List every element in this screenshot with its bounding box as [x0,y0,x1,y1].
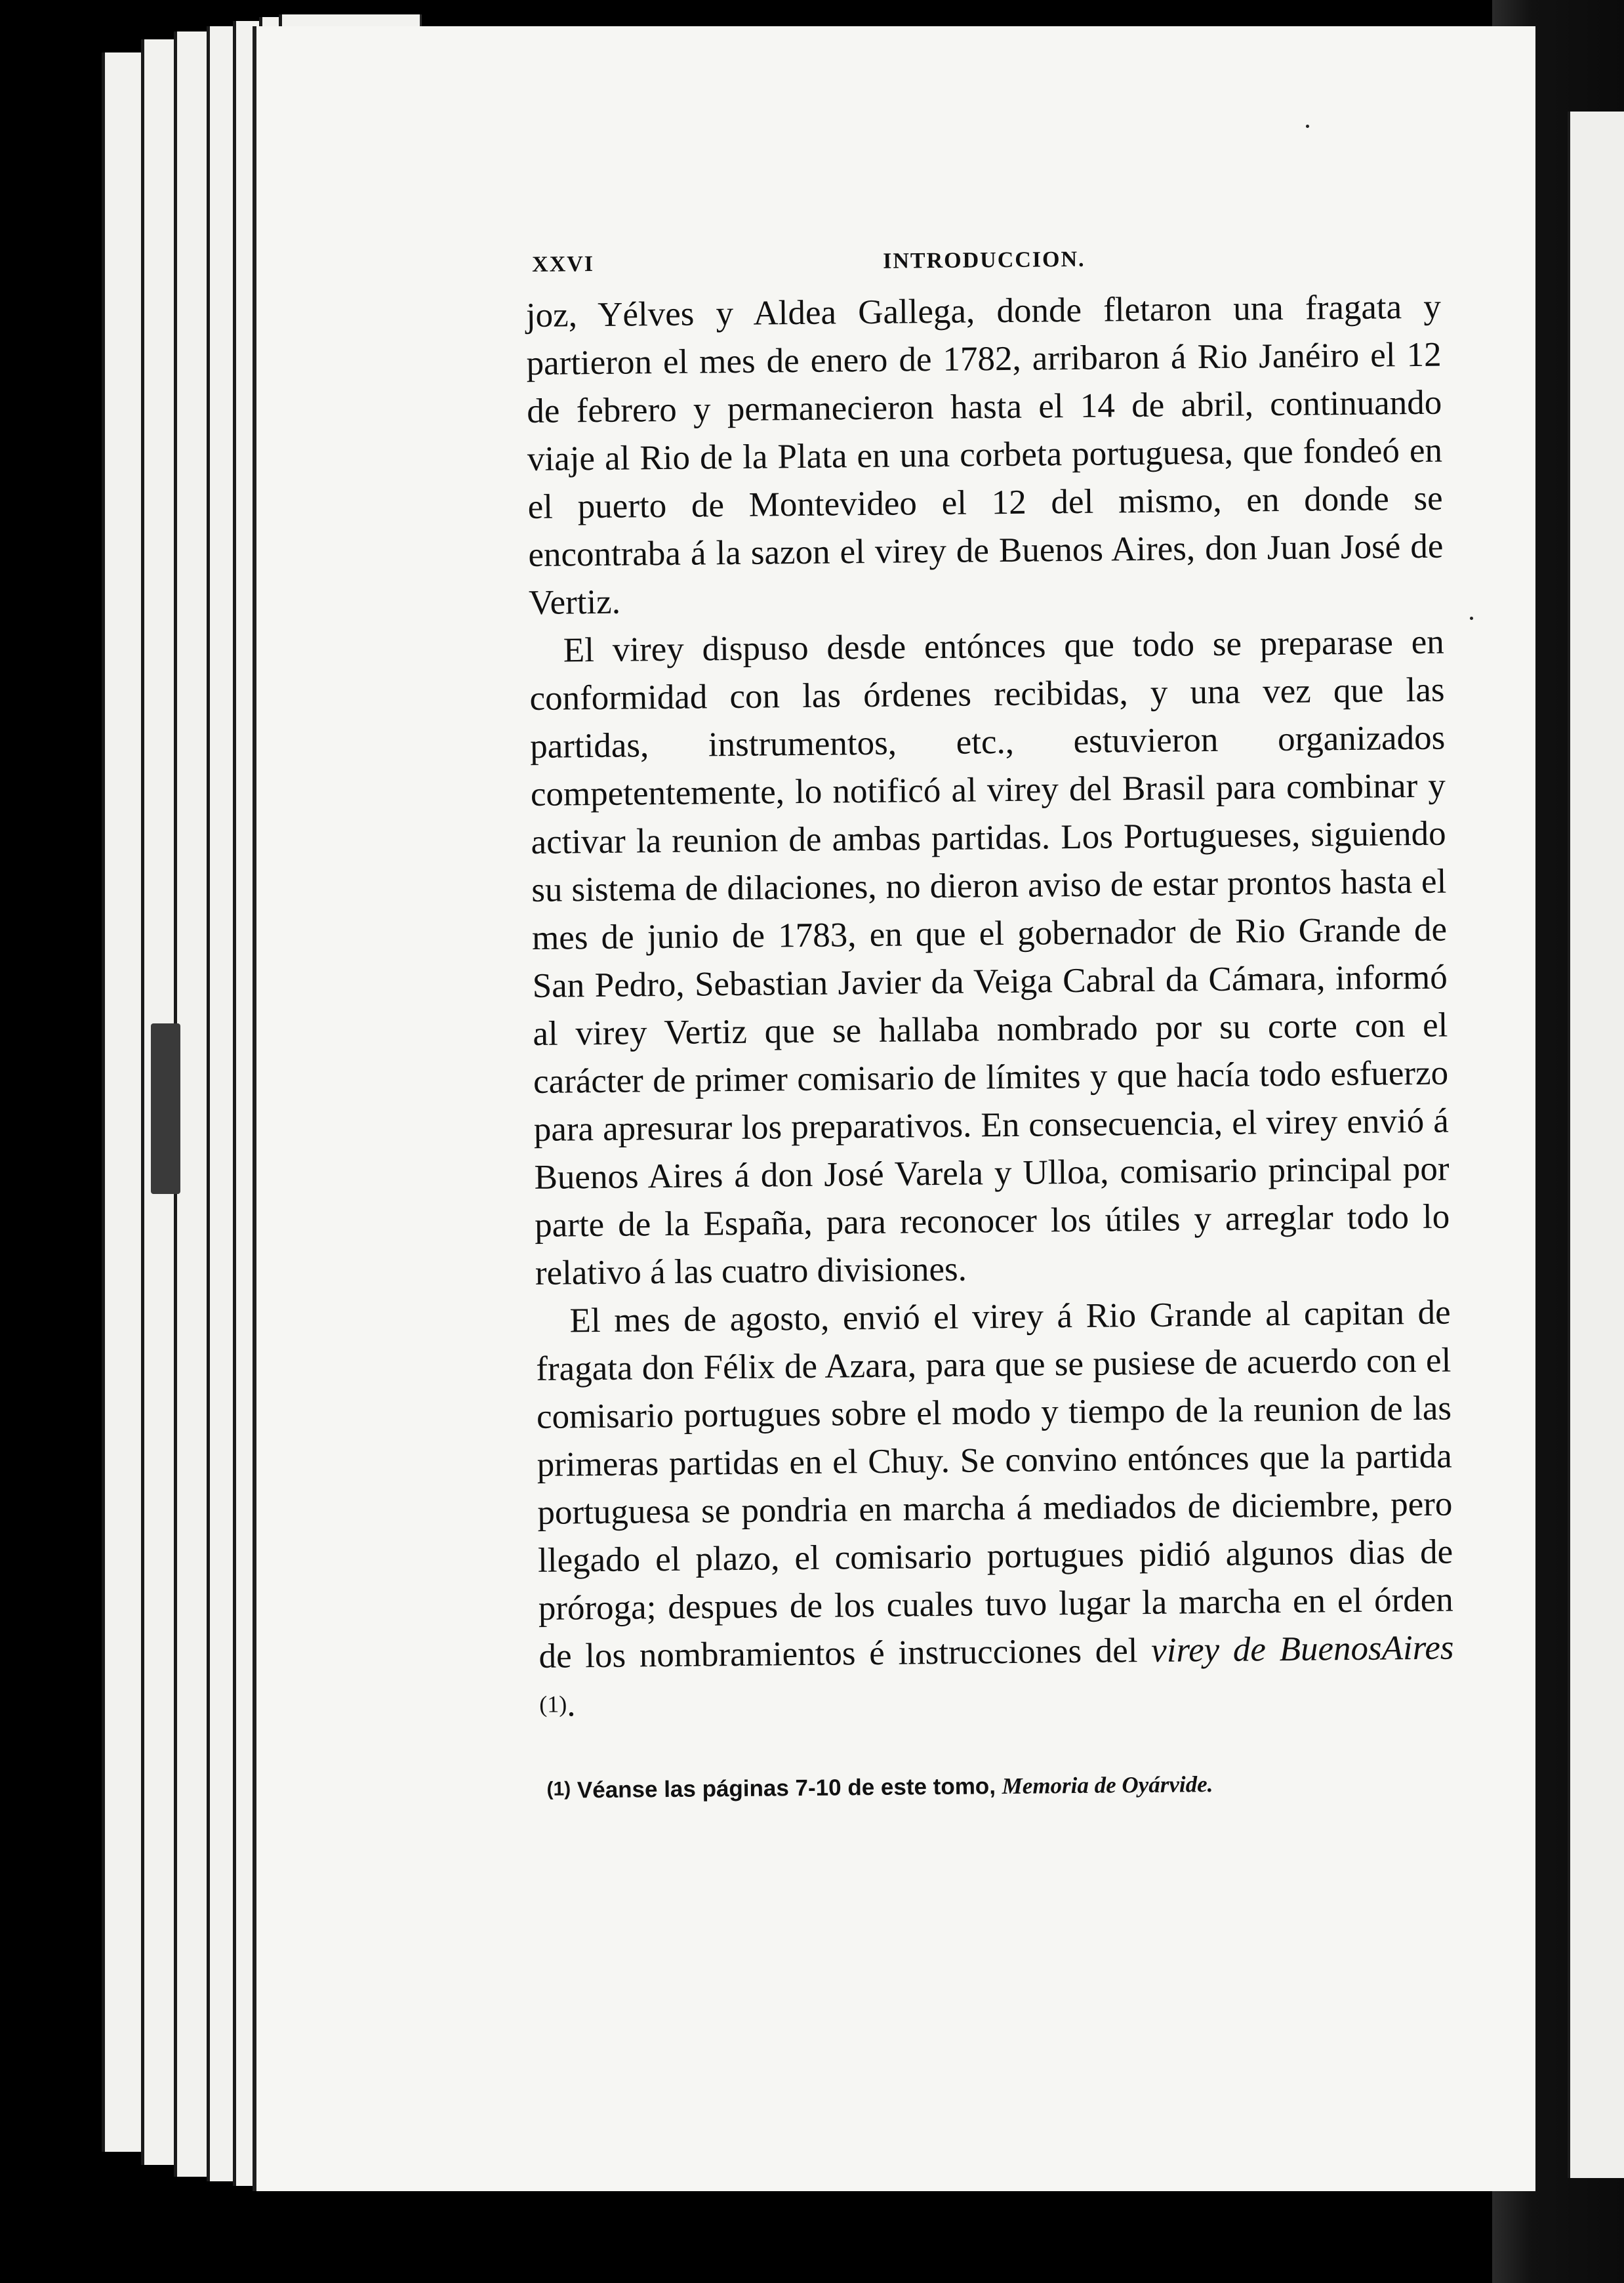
paragraph-3-text: El mes de agosto, envió el virey á Rio Grande al capitan de fragata don Félix de Azara, para que se pusiese de acuerdo con el comisario portugues sobre el modo y tiempo de la reunion de las primeras partidas en el Chuy. Se convino entónces que la partida portuguesa se pondria en marcha á mediados de diciembre, pero llegado el plazo, el comisario portugues pidió algunos dias de próroga; despues de los cuales tuvo lugar la marcha en el órden de los nombramientos é instrucciones del [536,1293,1454,1676]
page-number: XXVI [531,251,595,277]
book-page [253,26,1535,2191]
footnote [540,1767,1455,1805]
footnote-marker: (1) [546,1778,571,1800]
footnote-text: Véanse las páginas 7-10 de este tomo, [577,1773,996,1803]
paragraph-3-italic: virey de BuenosAires [1150,1628,1454,1670]
running-title: INTRODUCCION. [882,247,1086,274]
paragraph-3 [535,1289,1454,1729]
paragraph-2: El virey dispuso desde entónces que todo se preparase en conformidad con las órdenes recibidas, y una vez que las partidas, instrumentos, etc., estuvieron organizados competentemente, lo notificó al virey del Brasil para combinar y activar la reunion de ambas partidas. Los Portugueses, siguiendo su sistema de dilaciones, no dieron aviso de estar prontos hasta el mes de junio de 1783, en que el gobernador de Rio Grande de San Pedro, Sebastian Javier da Veiga Cabral da Cámara, informó al virey Vertiz que se hallaba nombrado por su corte con el carácter de primer comisario de límites y que hacía todo esfuerzo para apresurar los preparativos. En consecuencia, el virey envió á Buenos Aires á don José Varela y Ulloa, comisario principal por parte de la España, para reconocer los útiles y arreglar todo lo relativo á las cuatro divisiones. [529,623,1450,1292]
paragraph-3-end: . [566,1685,576,1724]
footnote-reference: (1) [539,1691,567,1717]
dust-speck [1470,617,1473,620]
paragraph-1: joz, Yélves y Aldea Gallega, donde fletaron una fragata y partieron el mes de enero de 1782, arribaron á Rio Janéiro el 12 de febrero y permanecieron hasta el 14 de abril, continuando viaje al Rio de la Plata en una corbeta portuguesa, que fondeó en el puerto de Montevideo el 12 del mismo, en donde se encontraba á la sazon el virey de Buenos Aires, don Juan José de Vertiz. [525,287,1444,622]
footnote-italic: Memoria de Oyárvide. [1002,1771,1213,1800]
binding-clip [151,1023,180,1194]
page-text-block [525,244,1455,1805]
dust-speck [1306,125,1309,128]
next-page-edge [1568,112,1624,2178]
